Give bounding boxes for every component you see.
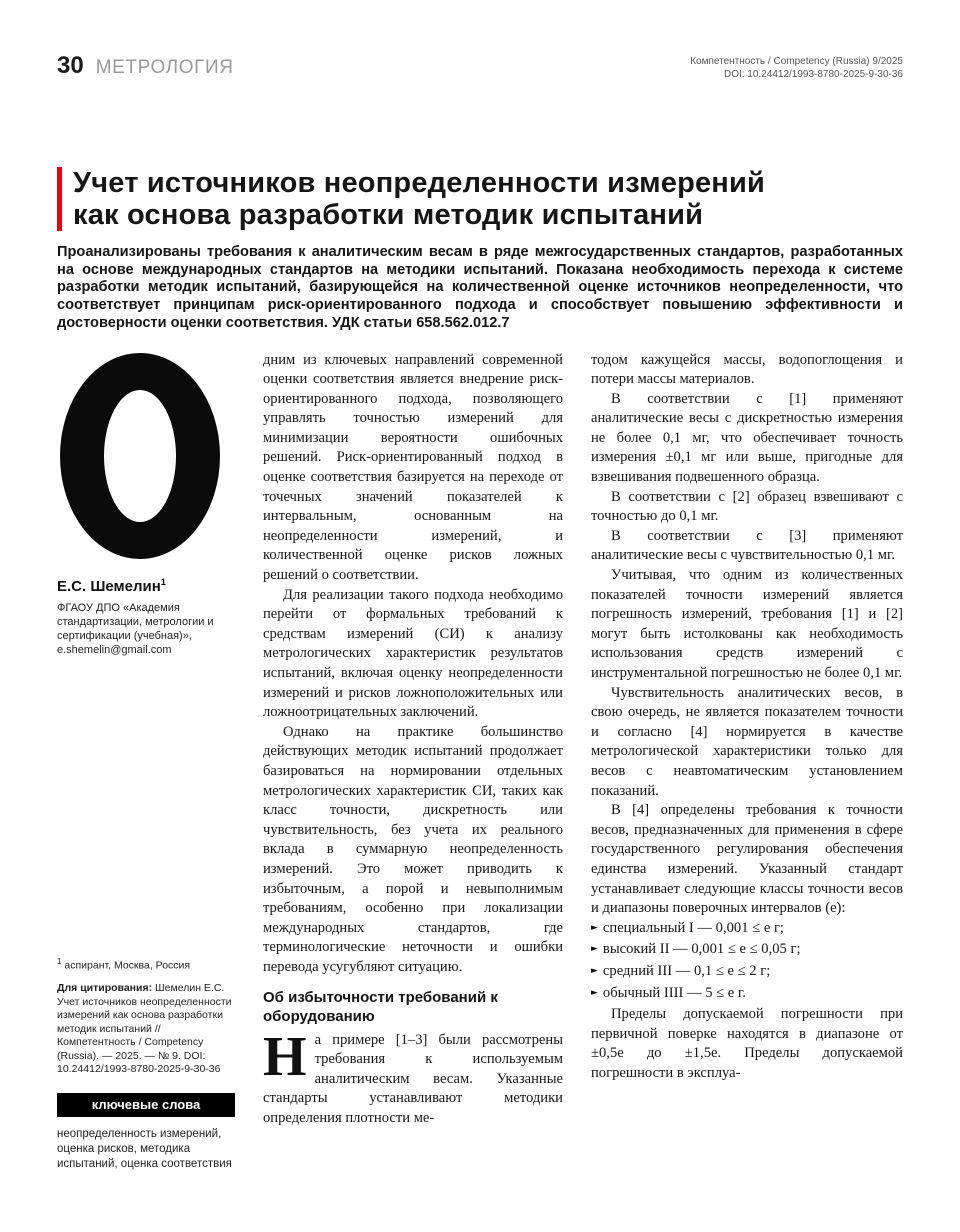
middle-column [263, 351, 563, 1172]
citation-text: Шемелин Е.С. Учет источников неопределенности измерений как основа разработки методик испытаний // Компетентность / Competency (Russia). — 2025. — № 9. DOI: 10.24412/1993-8780-2025-9-30-36 [57, 982, 232, 1076]
right-column [591, 351, 903, 1172]
title-accent-bar [57, 167, 62, 231]
journal-name: Компетентность / Competency (Russia) 9/2025 [690, 56, 903, 67]
header-right [690, 52, 903, 81]
body-paragraph: дним из ключевых направлений современной оценки соответствия является внедрение риск-ориентированного подхода, позволяющего управлять точностью измерений для минимизации вероятности ошибочных решений. Риск-ориентированный подход в оценке соответствия базируется на переходе от точечных значений показателей к интервальным, основанным на неопределенности измерений, и количественной оценке рисков ложных решений о соответствии. [263, 351, 563, 584]
body-paragraph: Пределы допускаемой погрешности при первичной поверке находятся в диапазоне от ±0,5e до ±1,5e. Пределы допускаемой погрешности в эксплуа- [591, 1006, 903, 1081]
list-item: ► обычный IIII — 5 ≤ e г. [591, 984, 746, 1001]
body-paragraph: Для реализации такого подхода необходимо перейти от формальных требований к средствам измерений (СИ) к анализу метрологических характеристик результатов испытаний, включая оценку неопределенности измерений и рисков ложноположительных или ложноотрицательных заключений. [263, 586, 563, 721]
bullet-arrow-icon: ► [591, 987, 598, 998]
dropcap-N: Н [263, 1025, 307, 1088]
citation-label: Для цитирования: [57, 982, 153, 995]
subsection-heading: Об избыточности требований к оборудованию [263, 988, 498, 1025]
footnote-marker: 1 [57, 956, 62, 966]
bullet-arrow-icon: ► [591, 965, 598, 976]
bullet-arrow-icon: ► [591, 944, 598, 955]
body-paragraph-with-dropcap: На примере [1–3] были рассмотрены требования к используемым аналитическим весам. Указанные стандарты устанавливают методики определения плотности ме- [263, 1025, 563, 1126]
list-item: ► высокий II — 0,001 ≤ e ≤ 0,05 г; [591, 941, 801, 958]
list-item: ► средний III — 0,1 ≤ e ≤ 2 г; [591, 962, 771, 979]
page-header [57, 52, 903, 81]
accuracy-classes-list [591, 919, 903, 1005]
author-email: e.shemelin@gmail.com [57, 643, 172, 656]
title-line-1: Учет источников неопределенности измерений [73, 167, 766, 199]
body-paragraph: В [4] определены требования к точности весов, предназначенных для применения в сфере государственного регулирования обеспечения единства измерений. Указанный стандарт устанавливает следующие классы точности весов и диапазоны поверочных интервалов (e): [591, 802, 903, 917]
author-footnote: $^1$ аспирант, Москва, Россия [57, 956, 191, 972]
body-paragraph: Однако на практике большинство действующих методик испытаний продолжает базироваться на нормировании отдельных метрологических характеристик СИ, таких как класс точности, дискретность или чувствительность, без учета их реального вклада в суммарную неопределенность измерений. Это может приводить к избыточным, а порой и невыполнимым требованиям, особенно при локализации международных стандартов, где терминологические неточности и ошибки перевода усугубляют ситуацию. [263, 723, 563, 975]
article-title-block [57, 167, 903, 231]
section-title: МЕТРОЛОГИЯ [95, 57, 234, 78]
title-line-2: как основа разработки методик испытаний [73, 199, 704, 231]
body-paragraph: В соответствии с [3] применяют аналитические весы с чувствительностью 0,1 мг. [591, 527, 903, 564]
author-name: Е.С. Шемелин$^1$ [57, 576, 166, 595]
body-paragraph: Учитывая, что одним из количественных показателей точности измерений является погрешность измерений, требования [1] и [2] могут быть истолкованы как необходимость использования средств измерений с инструментальной погрешностью не более 0,1 мг. [591, 567, 903, 682]
article-title [73, 167, 765, 231]
bullet-arrow-icon: ► [591, 922, 598, 933]
abstract: Проанализированы требования к аналитическим весам в ряде межгосударственных стандартов, разработанных на основе международных стандартов на методики испытаний. Показана необходимость перехода к системе разработки методик испытаний, базирующейся на количественной оценке источников неопределенности, что соответствует принципам риск-ориентированного подхода и способствует повышению эффективности и достоверности оценки соответствия. УДК статьи 658.562.012.7 [57, 244, 903, 331]
list-item: ► специальный I — 0,001 ≤ e г; [591, 919, 784, 936]
keywords-label: ключевые слова [57, 1093, 235, 1117]
header-left [57, 52, 234, 80]
article-columns [57, 351, 903, 1172]
body-paragraph: В соответствии с [1] применяют аналитические весы с дискретностью измерения не более 0,1 мг, что обеспечивает точность измерения ±0,1 мг или выше, пригодные для взвешивания подвешенного образца. [591, 390, 903, 486]
page-number: 30 [57, 52, 84, 79]
author-footnote-marker: 1 [160, 576, 166, 587]
author-sidebar [57, 351, 235, 1172]
author-affiliation: ФГАОУ ДПО «Академия стандартизации, метрологии и сертификации (учебная)», e.shemelin@gmail.com [57, 601, 214, 656]
doi-line: DOI: 10.24412/1993-8780-2025-9-30-36 [723, 69, 903, 80]
body-paragraph: тодом кажущейся массы, водопоглощения и потери массы материалов. [591, 351, 903, 388]
body-paragraph: Чувствительность аналитических весов, в свою очередь, не является показателем точности и согласно [4] нормируется в качестве метрологической характеристики только для весов с неавтоматическим установлением показаний. [591, 684, 903, 799]
keywords-text: неопределенность измерений, оценка рисков, методика испытаний, оценка соответствия [57, 1127, 232, 1170]
body-paragraph: В соответствии с [2] образец взвешивают с точностью до 0,1 мг. [591, 488, 903, 525]
citation-block [57, 982, 235, 1077]
dropcap-O [57, 351, 223, 561]
